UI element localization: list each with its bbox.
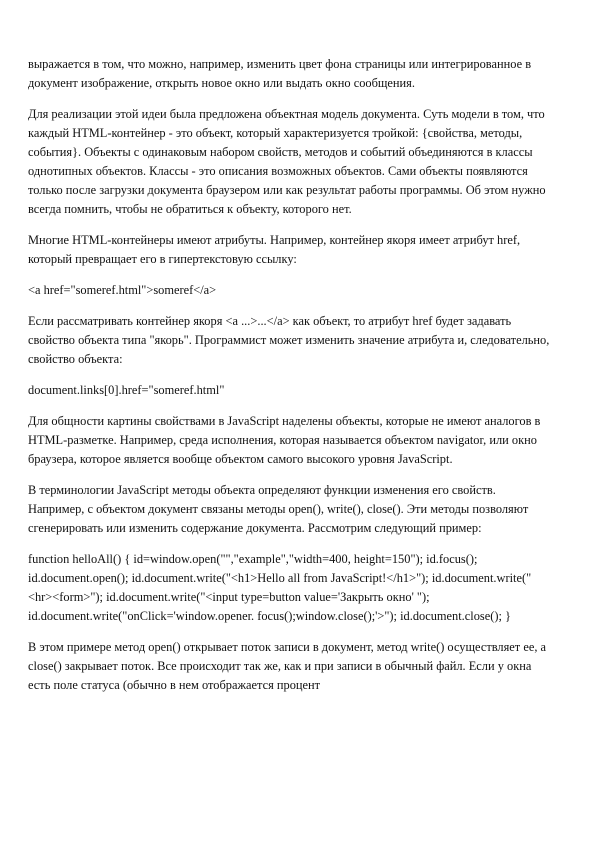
paragraph-anchor-object: Если рассматривать контейнер якоря <a ...>...</a> как объект, то атрибут href будет задавать свойство объекта типа "якорь". Программист может изменить значение атрибута и, следовательно, свойство объекта: (28, 314, 550, 366)
paragraph-attributes: Многие HTML-контейнеры имеют атрибуты. Например, контейнер якоря имеет атрибут href, который превращает его в гипертекстовую ссылку: (28, 233, 521, 266)
paragraph-open-write-close: В этом примере метод open() открывает поток записи в документ, метод write() осуществляет ее, а close() закрывает поток. Все происходит так же, как и при записи в обычный файл. Если у окна есть поле статуса (обычно в нем отображается процент (28, 640, 547, 692)
code-anchor-example: <a href="someref.html">someref</a> (28, 283, 217, 297)
paragraph-intro-continuation: выражается в том, что можно, например, изменить цвет фона страницы или интегрированное в документ изображение, открыть новое окно или выдать окно сообщения. (28, 57, 532, 90)
paragraph-object-model: Для реализации этой идеи была предложена объектная модель документа. Суть модели в том, что каждый HTML-контейнер - это объект, который характеризуется тройкой: {свойства, методы, события}. Объекты с одинаковым набором свойств, методов и событий объединяются в классы однотипных объектов. Классы - это описания возможных объектов. Сами объекты появляются только после загрузки документа браузером или как результат работы программы. Об этом нужно всегда помнить, чтобы не обратиться к объекту, которого нет. (28, 107, 546, 216)
paragraph-navigator: Для общности картины свойствами в JavaScript наделены объекты, которые не имеют аналогов в HTML-разметке. Например, среда исполнения, которая называется объектом navigator, или окно браузера, которое является вообще объектом самого высокого уровня JavaScript. (28, 414, 541, 466)
document-page (28, 55, 554, 707)
code-links-href: document.links[0].href="someref.html" (28, 383, 225, 397)
paragraph-methods: В терминологии JavaScript методы объекта определяют функции изменения его свойств. Например, с объектом документ связаны методы open(), write(), close(). Эти методы позволяют сгенерировать или изменить содержание документа. Рассмотрим следующий пример: (28, 483, 529, 535)
code-hello-all: function helloAll() { id=window.open("","example","width=400, height=150"); id.focus(); id.document.open(); id.document.write("<h1>Hello all from JavaScript!</h1>"); id.document.write("<hr><form>"); id.document.write("<input type=button value='Закрыть окно' "); id.document.write("onClick='window.opener. focus();window.close();'>"); id.document.close(); } (28, 552, 532, 623)
